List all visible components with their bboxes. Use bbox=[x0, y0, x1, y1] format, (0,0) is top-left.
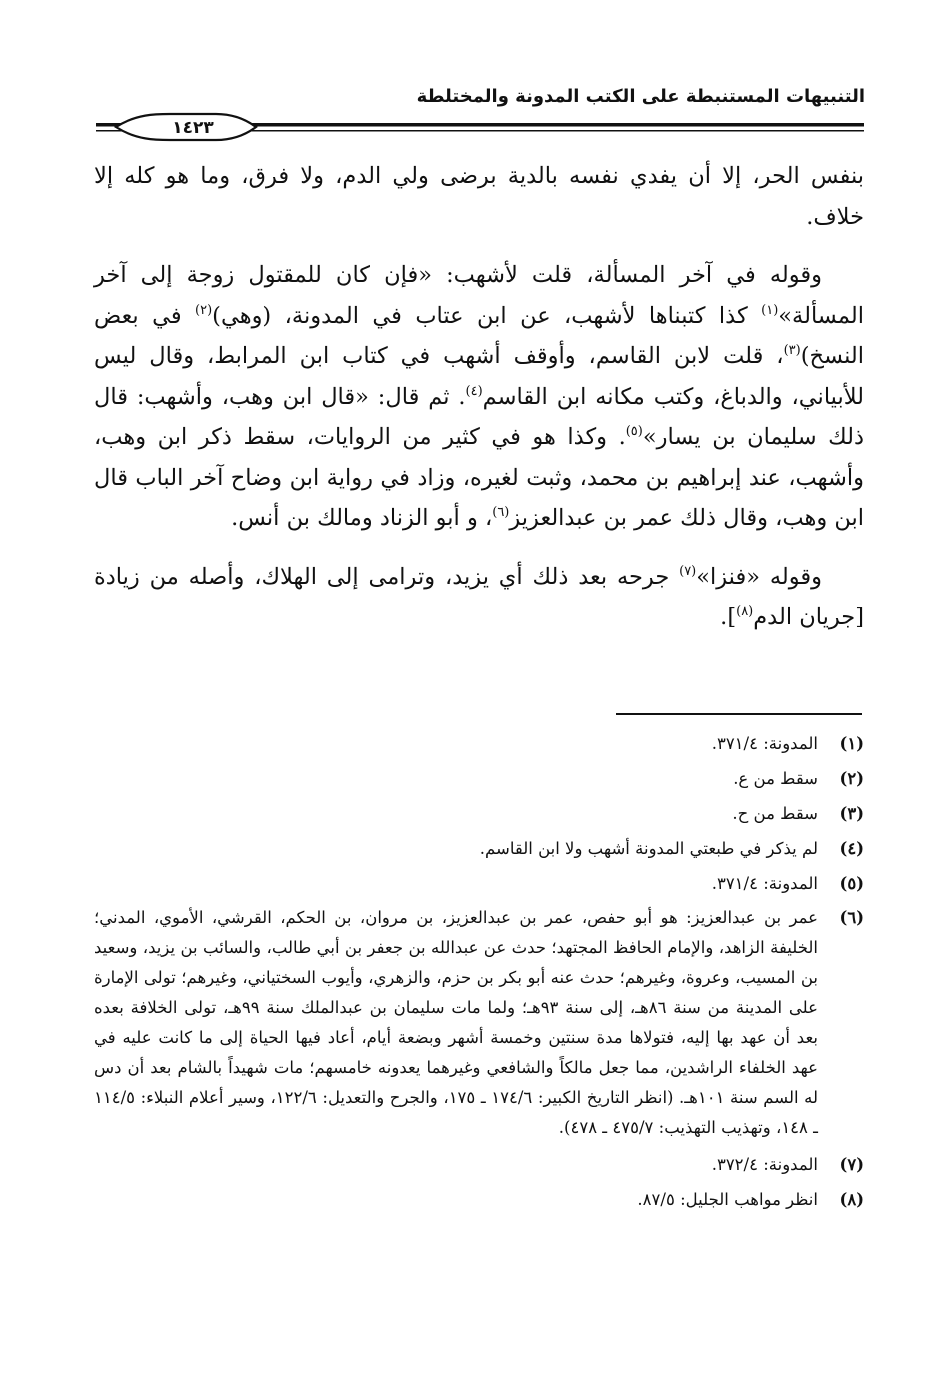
footnote-8 bbox=[94, 1182, 864, 1217]
footnote-number: (١) bbox=[839, 734, 864, 753]
footnote-ref-8: (٨) bbox=[736, 604, 754, 619]
footnote-ref-4: (٤) bbox=[465, 383, 483, 399]
footnote-text: سقط من ع. bbox=[733, 769, 818, 788]
footnote-text: انظر مواهب الجليل: ٨٧/٥. bbox=[637, 1190, 818, 1209]
footnote-number: (٤) bbox=[839, 839, 864, 858]
footnote-number: (٥) bbox=[839, 874, 864, 893]
page-number: ١٤٢٣ bbox=[172, 118, 214, 138]
footnote-6 bbox=[94, 901, 864, 1147]
footnote-4 bbox=[94, 831, 864, 866]
footnote-text: المدونة: ٣٧٢/٤. bbox=[711, 1155, 818, 1174]
footnote-number: (٢) bbox=[839, 769, 864, 788]
footnote-3 bbox=[94, 796, 864, 831]
footnote-text: سقط من ح. bbox=[732, 804, 818, 823]
header-rule-with-page-number bbox=[96, 110, 864, 150]
footnote-number: (٨) bbox=[839, 1190, 864, 1209]
footnote-ref-6: (٦) bbox=[492, 505, 510, 520]
paragraph-3: وقوله «فنزا»$^{(٧)}$ جرحه بعد ذلك أي يزيد، وترامى إلى الهلاك، وأصله من زيادة [جريان الدم$^{(٨)}$]. bbox=[94, 563, 864, 630]
paragraph-2: وقوله في آخر المسألة، قلت لأشهب: «فإن كان للمقتول زوجة إلى آخر المسألة»$^{(١)}$ كذا كتبناها لأشهب، عن ابن عتاب في المدونة، (وهي)$^{(٢)}$ في بعض النسخ)$^{(٣)}$، قلت لابن القاسم، وأوقف أشهب في كتاب ابن المرابط، وقال ليس للأبياني، والدباغ، وكتب مكانه ابن القاسم$^{(٤)}$. ثم قال: «قال ابن وهب، وأشهب: قال ذلك سليمان بن يسار»$^{(٥)}$. وكذا هو في كثير من الروايات، سقط ذكر ابن وهب، وأشهب، عند إبراهيم بن محمد، وثبت لغيره، وزاد في رواية ابن وضاح آخر الباب قال ابن وهب، وقال ذلك عمر بن عبدالعزيز$^{(٦)}$، و أبو الزناد ومالك بن أنس. bbox=[94, 262, 865, 531]
footnote-ref-1: (١) bbox=[761, 302, 779, 318]
footnote-text: المدونة: ٣٧١/٤. bbox=[711, 874, 818, 893]
footnote-ref-7: (٧) bbox=[679, 563, 697, 579]
footnotes bbox=[94, 726, 864, 1217]
footnote-text: لم يذكر في طبعتي المدونة أشهب ولا ابن القاسم. bbox=[479, 839, 818, 858]
footnote-text: المدونة: ٣٧١/٤. bbox=[711, 734, 818, 753]
footnote-1 bbox=[94, 726, 864, 761]
footnote-2 bbox=[94, 761, 864, 796]
main-text bbox=[94, 156, 864, 638]
footnote-number: (٧) bbox=[839, 1155, 864, 1174]
footnote-number: (٦) bbox=[839, 908, 864, 927]
footnote-text: عمر بن عبدالعزيز: هو أبو حفص، عمر بن عبدالعزيز، بن مروان، بن الحكم، القرشي، الأموي، المدني؛ الخليفة الزاهد، والإمام الحافظ المجتهد؛ حدث عن عبدالله بن جعفر بن أبي طالب، والسائب بن يزيد، وسعيد بن المسيب، وعروة، وغيرهم؛ حدث عنه أبو بكر بن حزم، والزهري، وأيوب السختياني، وغيرهم؛ تولى الإمارة على المدينة من سنة ٨٦هـ، إلى سنة ٩٣هـ؛ ولما مات سليمان بن عبدالملك سنة ٩٩هـ، تولى الخلافة بعده بعد أن عهد بها إليه، فتولاها مدة سنتين وخمسة أشهر وبضعة أيام، أعاد فيها الحياة إلى ما كانت عليه في عهد الخلفاء الراشدين، مما جعل مالكاً والشافعي وغيرهما يعدونه خامسهم؛ مات شهيداً بالشام بعد أن دس له السم سنة ١٠١هـ. (انظر التاريخ الكبير: ١٧٤/٦ ـ ١٧٥، والجرح والتعديل: ١٢٢/٦، وسير أعلام النبلاء: ١١٤/٥ ـ ١٤٨، وتهذيب التهذيب: ٤٧٥/٧ ـ ٤٧٨). bbox=[94, 908, 819, 1137]
footnote-5 bbox=[94, 866, 864, 901]
paragraph-1: بنفس الحر، إلا أن يفدي نفسه بالدية برضى ولي الدم، ولا فرق، وما هو كله إلا خلاف. bbox=[94, 163, 864, 230]
footnote-ref-3: (٣) bbox=[783, 343, 801, 358]
footnote-number: (٣) bbox=[839, 804, 864, 823]
footnote-ref-5: (٥) bbox=[625, 424, 643, 439]
footnote-ref-2: (٢) bbox=[195, 302, 213, 318]
footnote-7 bbox=[94, 1147, 864, 1182]
footnote-separator bbox=[616, 713, 862, 715]
running-title: التنبيهات المستنبطة على الكتب المدونة والمختلطة bbox=[416, 86, 865, 107]
